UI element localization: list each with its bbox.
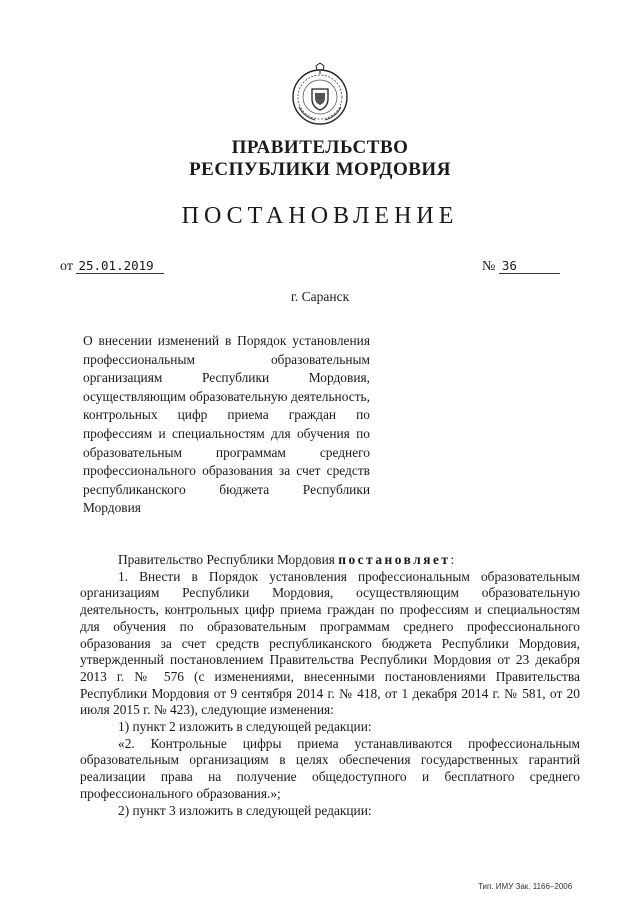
print-footer: Тип. ИМУ Зак. 1166–2006: [478, 882, 573, 891]
body-paragraph: 2) пункт 3 изложить в следующей редакции:: [118, 802, 372, 818]
city: г. Саранск: [290, 289, 350, 304]
body-paragraph: 1. Внести в Порядок установления профессиональным образовательным организациям Республики Мордовия, осуществляющим образовательную деятельность, контрольных цифр приема граждан по профессиям и специальностям для обучения по образовательным программам среднего профессионального образования за счет средств республиканского бюджета Республики Мордовия, утвержденный постановлением Правительства Республики Мордовия от 23 декабря 2013 г. № 576 (с изменениями, внесенными постановлениями Правительства Республики Мордовия от 9 сентября 2014 г. № 418, от 1 декабря 2014 г. № 581, от 20 июля 2015 г. № 423), следующие изменения:: [80, 568, 580, 718]
coat-of-arms-icon: [289, 62, 351, 126]
document-body: [80, 552, 580, 819]
document-title: О внесении изменений в Порядок установления профессиональным образовательным организациям Республики Мордовия, осуществляющим образовательную деятельность, контрольных цифр приема граждан по профессиям и специальностям для обучения по образовательным программам среднего профессионального образования за счет средств республиканского бюджета Республики Мордовия: [83, 333, 370, 516]
number-prefix: №: [482, 259, 496, 274]
number-row: [482, 258, 560, 275]
date-prefix: от: [60, 259, 73, 274]
document-type: ПОСТАНОВЛЕНИЕ: [181, 203, 459, 229]
intro-paragraph: [80, 552, 580, 569]
body-paragraph: «2. Контрольные цифры приема устанавливаются профессиональным образовательным организациям в целях обеспечения государственных гарантий реализации права на получение общедоступного и бесплатного среднего профессионального образования.»;: [80, 735, 580, 801]
body-paragraph: 1) пункт 2 изложить в следующей редакции:: [118, 719, 372, 735]
government-name-line2: РЕСПУБЛИКИ МОРДОВИЯ: [189, 159, 451, 180]
intro-lead: Правительство Республики Мордовия: [118, 552, 339, 567]
date-row: [60, 258, 164, 275]
government-name-line1: ПРАВИТЕЛЬСТВО: [231, 137, 409, 158]
document-date: 25.01.2019: [76, 258, 164, 274]
document-number: 36: [499, 258, 560, 274]
intro-tail: :: [450, 552, 455, 567]
intro-verb: постановляет: [338, 552, 451, 567]
